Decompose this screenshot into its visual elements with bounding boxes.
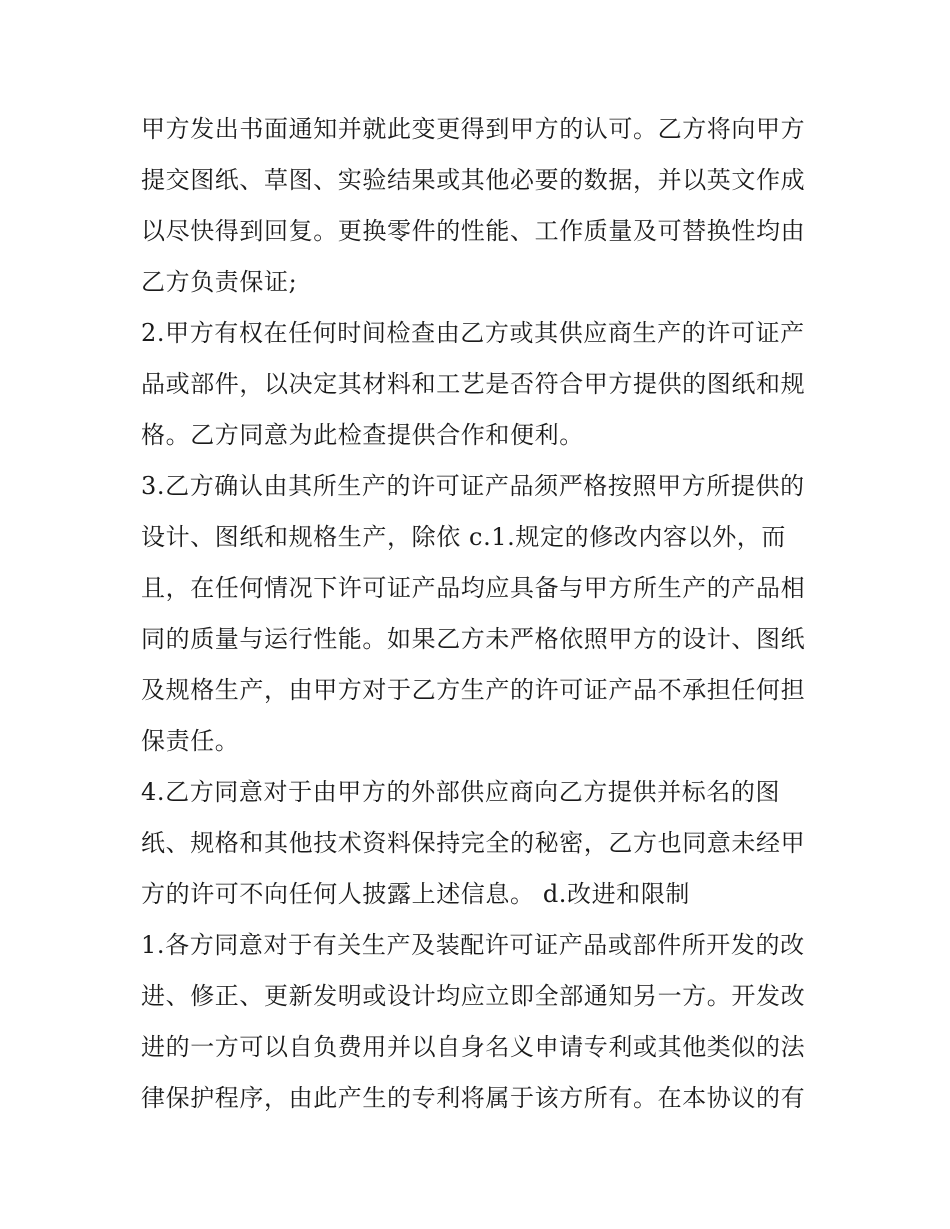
text-line: 方的许可不向任何人披露上述信息。 d.改进和限制: [141, 880, 691, 908]
text-line: 及规格生产，由甲方对于乙方生产的许可证产品不承担任何担: [141, 676, 806, 704]
text-line: 提交图纸、草图、实验结果或其他必要的数据，并以英文作成: [141, 166, 806, 194]
text-line: 以尽快得到回复。更换零件的性能、工作质量及可替换性均由: [141, 217, 806, 245]
text-line: 1.各方同意对于有关生产及装配许可证产品或部件所开发的改: [141, 931, 805, 959]
text-line: 律保护程序，由此产生的专利将属于该方所有。在本协议的有: [141, 1084, 806, 1112]
document-body: [141, 104, 821, 1124]
text-line: 进、修正、更新发明或设计均应立即全部通知另一方。开发改: [141, 982, 806, 1010]
text-line: 甲方发出书面通知并就此变更得到甲方的认可。乙方将向甲方: [141, 115, 806, 143]
text-line: 格。乙方同意为此检查提供合作和便利。: [141, 421, 584, 449]
text-line: 且，在任何情况下许可证产品均应具备与甲方所生产的产品相: [141, 574, 806, 602]
text-line: 设计、图纸和规格生产，除依 c.1.规定的修改内容以外，而: [141, 523, 786, 551]
text-line: 4.乙方同意对于由甲方的外部供应商向乙方提供并标名的图: [141, 778, 781, 806]
text-line: 纸、规格和其他技术资料保持完全的秘密，乙方也同意未经甲: [141, 829, 806, 857]
text-line: 保责任。: [141, 727, 240, 755]
text-line: 乙方负责保证;: [141, 268, 298, 296]
text-line: 2.甲方有权在任何时间检查由乙方或其供应商生产的许可证产: [141, 319, 805, 347]
text-line: 同的质量与运行性能。如果乙方未严格依照甲方的设计、图纸: [141, 625, 806, 653]
text-line: 进的一方可以自负费用并以自身名义申请专利或其他类似的法: [141, 1033, 806, 1061]
text-line: 3.乙方确认由其所生产的许可证产品须严格按照甲方所提供的: [141, 472, 805, 500]
text-line: 品或部件，以决定其材料和工艺是否符合甲方提供的图纸和规: [141, 370, 806, 398]
